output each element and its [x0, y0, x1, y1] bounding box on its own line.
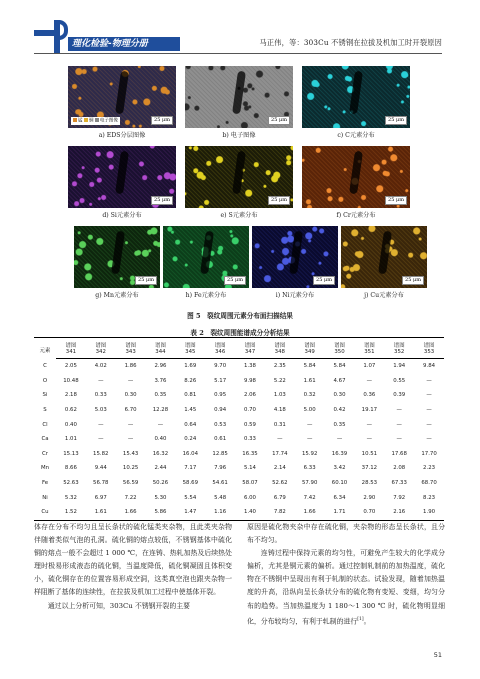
table-cell: 1.66	[116, 505, 146, 520]
element-map-image	[302, 66, 410, 128]
table-cell: 8.26	[184, 377, 197, 384]
table-cell: 12.28	[152, 407, 169, 414]
crack-feature	[232, 151, 246, 195]
table-cell: —	[306, 421, 313, 428]
table-header-spectrum: 谱图	[235, 338, 265, 350]
table-cell: 68.70	[421, 480, 437, 487]
table-cell: —	[396, 421, 402, 428]
table-cell: 5.86	[146, 505, 176, 520]
legend-swatch	[84, 118, 88, 122]
table-cell: 4.18	[273, 407, 286, 414]
table-cell: —	[426, 421, 432, 428]
crack-feature	[378, 231, 392, 275]
table-cell: 0.59	[243, 421, 256, 428]
paragraph: 通过以上分析可知，303Cu 不锈钢开裂的主要	[47, 601, 190, 610]
table-header-spectrum: 谱图	[414, 338, 444, 350]
figure-panel	[302, 146, 410, 222]
scale-bar: 25 μm	[224, 276, 246, 285]
crack-feature	[232, 71, 246, 115]
table-cell: 0.42	[333, 407, 346, 414]
panel-caption: g) Mn元素分布	[95, 292, 139, 299]
table-cell: 17.70	[421, 450, 437, 457]
table-cell: —	[426, 436, 432, 443]
table-cell: —	[157, 421, 164, 428]
table-cell: 0.94	[214, 407, 227, 414]
panel-caption: i) Ni元素分布	[275, 292, 315, 299]
table-cell: 5.00	[303, 407, 316, 414]
table-cell: 16.39	[331, 450, 348, 457]
table-cell: 5.17	[214, 377, 227, 384]
table-cell: 0.53	[214, 421, 227, 428]
table-header-spectrum: 谱图	[384, 338, 414, 350]
table-cell: 0.33	[243, 436, 256, 443]
table-cell: 7.82	[265, 505, 295, 520]
table-header-position: 343	[116, 349, 146, 359]
table-cell: 0.40	[64, 421, 77, 428]
paragraph: 体存在分布不均匀且呈长条状的硫化锰类夹杂物，且此类夹杂物伴随着类似气泡的孔洞。硫化铜的熔点较低，不锈钢基体中硫化铜的熔点一般不会超过 1 000 ℃，在连铸、热轧加热及后续热处理时极易形成液态的硫化铜，当温度降低，硫化铜凝固且体积变小，硫化铜存在的位置容易形成空洞，这类真空泡也跟夹杂物一样阻断了基体的连续性，在拉拔及机加工过程中使基体开裂。	[34, 523, 232, 597]
panel-caption: c) C元素分布	[337, 132, 375, 139]
table-cell: 6.34	[333, 494, 346, 501]
table-cell: —	[366, 421, 373, 428]
table-cell: —	[426, 407, 432, 414]
element-symbol: Cu	[34, 505, 56, 520]
table-cell: 0.55	[393, 377, 406, 384]
table-cell: 37.12	[361, 465, 378, 472]
table-cell: 2.05	[64, 363, 77, 370]
table-cell: —	[426, 392, 432, 399]
table-cell: 5.84	[333, 363, 346, 370]
table-cell: 0.32	[303, 392, 316, 399]
table-cell: 2.06	[243, 392, 256, 399]
table-cell: 7.92	[393, 494, 406, 501]
table-row	[34, 374, 444, 389]
scale-bar: 25 μm	[313, 276, 335, 285]
table-cell: 0.61	[214, 436, 227, 443]
scale-bar: 25 μm	[385, 196, 407, 205]
table-header-position: 347	[235, 349, 265, 359]
table-header-spectrum: 谱图	[354, 338, 384, 350]
table-cell: 1.45	[184, 407, 197, 414]
table-header-position: 346	[205, 349, 235, 359]
table-cell: 15.13	[63, 450, 79, 457]
table-row	[34, 359, 444, 374]
table-header-position: 350	[325, 349, 355, 359]
table-cell: 10.51	[361, 450, 378, 457]
table-cell: —	[426, 377, 432, 384]
table-cell: —	[98, 421, 104, 428]
scale-bar: 25 μm	[268, 116, 290, 125]
eds-table	[34, 337, 444, 521]
table-cell: 52.62	[272, 480, 288, 487]
table-cell: 6.79	[273, 494, 286, 501]
table-cell: —	[396, 436, 402, 443]
scale-bar: 25 μm	[151, 116, 173, 125]
table-cell: 28.53	[361, 480, 378, 487]
element-symbol: S	[43, 407, 47, 414]
table-cell: 50.26	[152, 480, 169, 487]
map-legend	[71, 117, 120, 126]
table-cell: 0.33	[94, 392, 107, 399]
figure-panel	[74, 226, 160, 302]
table-cell: 1.07	[363, 363, 376, 370]
table-cell: 10.25	[122, 465, 139, 472]
table-row	[34, 403, 444, 418]
table-cell: —	[127, 377, 134, 384]
element-map-image	[185, 66, 293, 128]
table-cell: 9.70	[214, 363, 227, 370]
table-cell: 2.16	[384, 505, 414, 520]
table-header-position: 353	[414, 349, 444, 359]
crack-feature	[349, 71, 363, 115]
table-cell: —	[277, 436, 283, 443]
table-cell: 57.90	[301, 480, 318, 487]
table-cell: 5.54	[184, 494, 197, 501]
element-map-image	[163, 226, 249, 288]
table-cell: —	[306, 436, 313, 443]
journal-name: 理化检验-物理分册	[68, 37, 180, 51]
table-cell: 7.96	[214, 465, 227, 472]
element-symbol: Si	[42, 392, 48, 399]
table-cell: 16.04	[182, 450, 199, 457]
table-cell: 0.70	[243, 407, 256, 414]
table-cell: 0.31	[273, 421, 286, 428]
table-cell: 5.48	[214, 494, 227, 501]
table-cell: 5.30	[154, 494, 167, 501]
crack-feature	[349, 151, 363, 195]
table-cell: 7.42	[303, 494, 316, 501]
table-cell: 16.32	[152, 450, 169, 457]
table-cell: 1.38	[243, 363, 256, 370]
table-cell: 1.61	[303, 377, 316, 384]
table-cell: 58.69	[182, 480, 199, 487]
element-map-image	[302, 146, 410, 208]
paragraph-end: 。	[363, 616, 371, 625]
table-cell: 1.16	[205, 505, 235, 520]
figure-panel	[252, 226, 338, 302]
table-header-position: 348	[265, 349, 295, 359]
table-cell: 0.81	[184, 392, 197, 399]
journal-logo	[34, 20, 70, 54]
legend-swatch	[95, 118, 99, 122]
table-cell: 0.70	[354, 505, 384, 520]
crack-feature	[111, 231, 125, 275]
table-cell: 15.92	[301, 450, 318, 457]
header-rule	[34, 53, 442, 54]
table-header-spectrum: 谱图	[56, 338, 86, 350]
table-cell: 1.61	[86, 505, 116, 520]
panel-caption: d) Si元素分布	[102, 212, 142, 219]
scale-bar: 25 μm	[151, 196, 173, 205]
table-header-position: 341	[56, 349, 86, 359]
element-symbol: Cr	[42, 450, 48, 457]
table-cell: 4.67	[333, 377, 346, 384]
table-header-spectrum: 谱图	[146, 338, 176, 350]
element-map-image	[68, 66, 176, 128]
table-row	[34, 388, 444, 403]
table-row	[34, 505, 444, 520]
legend-label: 锰	[78, 118, 84, 123]
figure-panel	[185, 66, 293, 142]
table-cell: 8.23	[423, 494, 436, 501]
element-symbol: C	[43, 363, 47, 370]
table-cell: 3.42	[333, 465, 346, 472]
panel-caption: f) Cr元素分布	[336, 212, 376, 219]
table-header-spectrum: 谱图	[86, 338, 116, 350]
element-map-image	[68, 146, 176, 208]
table-cell: 4.02	[94, 363, 107, 370]
table-cell: 2.96	[154, 363, 167, 370]
table-cell: 1.71	[325, 505, 355, 520]
table-cell: 2.44	[154, 465, 167, 472]
table-cell: 1.69	[184, 363, 197, 370]
figure-panel	[341, 226, 427, 302]
table-cell: —	[396, 407, 402, 414]
crack-feature	[289, 231, 303, 275]
paragraph-text: 连铸过程中保持元素的均匀性，可避免产生较大的化学成分偏析，尤其是铜元素的偏析。通过控制轧制前的加热温度，硫化物在不锈钢中呈现出有利于轧制的状态。试验发现，随着加热温度的升高，沿纵向呈长条状分布的硫化物有变短、变细，均匀分布的趋势。当加热温度为 1 180～1 300 ℃ 时，硫化物明显细化，分布较均匀，有利于轧制的进行	[247, 549, 445, 625]
table-cell: 1.86	[124, 363, 137, 370]
table-cell: —	[127, 436, 134, 443]
table-cell: 5.14	[243, 465, 256, 472]
table-cell: 2.23	[423, 465, 436, 472]
table-header-spectrum: 谱图	[325, 338, 355, 350]
table-cell: 8.66	[64, 465, 77, 472]
table-cell: 0.64	[184, 421, 197, 428]
table-cell: 12.85	[212, 450, 228, 457]
table-cell: 2.18	[64, 392, 77, 399]
scale-bar: 25 μm	[402, 276, 424, 285]
legend-swatch	[73, 118, 77, 122]
table-header-spectrum: 谱图	[175, 338, 205, 350]
crack-feature	[200, 231, 214, 275]
table-cell: 9.44	[94, 465, 107, 472]
table-row	[34, 476, 444, 491]
element-map-image	[252, 226, 338, 288]
table-cell: 2.08	[393, 465, 406, 472]
table-cell: 0.95	[214, 392, 227, 399]
table-header-position: 342	[86, 349, 116, 359]
table-row	[34, 461, 444, 476]
table-header-position: 344	[146, 349, 176, 359]
table-cell: 1.52	[56, 505, 86, 520]
table-cell: 16.35	[242, 450, 258, 457]
element-map-image	[74, 226, 160, 288]
panel-caption: e) S元素分布	[220, 212, 258, 219]
table-header-spectrum: 谱图	[295, 338, 325, 350]
table-header-position: 351	[354, 349, 384, 359]
table-cell: 0.39	[393, 392, 406, 399]
table-row	[34, 490, 444, 505]
table-cell: 6.70	[124, 407, 137, 414]
table-cell: —	[98, 436, 104, 443]
table-cell: 6.00	[243, 494, 256, 501]
text-column-right	[247, 521, 445, 628]
page-number: 51	[433, 651, 442, 659]
element-symbol: Fe	[41, 480, 49, 487]
table-header-spectrum: 谱图	[265, 338, 295, 350]
table-cell: 9.98	[243, 377, 256, 384]
table-cell: 0.40	[154, 436, 167, 443]
panel-caption: a) EDS分层图像	[98, 132, 146, 139]
paragraph: 原因是硫化物夹杂中存在硫化铜，夹杂物的形态呈长条状，且分布不均匀。	[247, 523, 445, 545]
table-header-position: 352	[384, 349, 414, 359]
table-cell: 58.07	[242, 480, 258, 487]
table-cell: 5.32	[64, 494, 77, 501]
table-row	[34, 432, 444, 447]
scale-bar: 25 μm	[385, 116, 407, 125]
table-cell: 0.62	[64, 407, 77, 414]
table-cell: —	[366, 436, 373, 443]
figure-panel	[185, 146, 293, 222]
panel-caption: b) 电子图像	[222, 132, 256, 139]
table-cell: —	[336, 436, 343, 443]
table-row	[34, 417, 444, 432]
table-header-position: 349	[295, 349, 325, 359]
table-cell: 15.82	[93, 450, 109, 457]
table-cell: 0.35	[333, 421, 346, 428]
table-cell: 6.97	[94, 494, 107, 501]
table-cell: 19.17	[361, 407, 378, 414]
table-cell: 17.68	[391, 450, 407, 457]
element-symbol: Cl	[42, 421, 48, 428]
table-cell: 1.66	[295, 505, 325, 520]
legend-label: 铜	[88, 118, 95, 123]
element-map-image	[185, 146, 293, 208]
table-cell: —	[366, 377, 373, 384]
running-head: 马正伟，等：303Cu 不锈钢在拉拔及机加工时开裂原因	[259, 38, 442, 47]
crack-feature	[115, 71, 129, 115]
table-cell: 67.33	[391, 480, 407, 487]
panel-caption: j) Cu元素分布	[364, 292, 404, 299]
table-cell: 9.84	[423, 363, 436, 370]
table-cell: 56.59	[122, 480, 139, 487]
table-cell: 2.14	[273, 465, 286, 472]
table-cell: 5.22	[273, 377, 286, 384]
citation: [1]	[357, 616, 364, 622]
table-cell: 56.78	[93, 480, 109, 487]
table-cell: 1.94	[393, 363, 406, 370]
scale-bar: 25 μm	[268, 196, 290, 205]
table-cell: 2.90	[363, 494, 376, 501]
scale-bar: 25 μm	[135, 276, 157, 285]
table-cell: 1.47	[175, 505, 205, 520]
figure-panel	[68, 66, 176, 142]
table-cell: 0.30	[124, 392, 137, 399]
table-cell: 2.35	[273, 363, 286, 370]
figure-panel	[302, 66, 410, 142]
table-row	[34, 447, 444, 462]
table-cell: 1.03	[273, 392, 286, 399]
element-symbol: O	[42, 377, 48, 384]
table-cell: 3.76	[154, 377, 167, 384]
table-header-spectrum: 谱图	[116, 338, 146, 350]
table-cell: —	[127, 421, 134, 428]
panel-caption: h) Fe元素分布	[185, 292, 227, 299]
table-cell: —	[98, 377, 104, 384]
table-cell: 52.63	[63, 480, 79, 487]
text-column-left	[34, 521, 232, 613]
figure-title: 图 5 裂纹周围元素分布面扫描结果	[187, 312, 293, 320]
table-cell: 54.61	[212, 480, 228, 487]
element-symbol: Mn	[40, 465, 50, 472]
figure-panel	[163, 226, 249, 302]
table-cell: 1.40	[235, 505, 265, 520]
table-cell: 15.43	[122, 450, 139, 457]
table-cell: 6.33	[303, 465, 316, 472]
table-title: 表 2 裂纹周围能谱成分分析结果	[190, 329, 290, 337]
legend-label: 电子图像	[99, 118, 118, 123]
table-cell: 0.24	[184, 436, 197, 443]
table-cell: 0.36	[363, 392, 376, 399]
element-symbol: Ca	[41, 436, 49, 443]
figure-panel	[68, 146, 176, 222]
element-symbol: Ni	[42, 494, 48, 501]
table-cell: 17.74	[272, 450, 288, 457]
table-cell: 7.17	[184, 465, 197, 472]
table-cell: 0.30	[333, 392, 346, 399]
table-header-element: 元素	[34, 338, 56, 359]
table-header-spectrum: 谱图	[205, 338, 235, 350]
element-map-image	[341, 226, 427, 288]
table-header-position: 345	[175, 349, 205, 359]
table-cell: 5.03	[94, 407, 107, 414]
table-cell: 60.10	[331, 480, 348, 487]
table-cell: 7.22	[124, 494, 137, 501]
table-cell: 10.48	[63, 377, 79, 384]
table-cell: 1.90	[414, 505, 444, 520]
paragraph	[247, 547, 445, 628]
crack-feature	[115, 151, 129, 195]
table-cell: 1.01	[64, 436, 77, 443]
table-cell: 5.84	[303, 363, 316, 370]
table-cell: 0.35	[154, 392, 167, 399]
